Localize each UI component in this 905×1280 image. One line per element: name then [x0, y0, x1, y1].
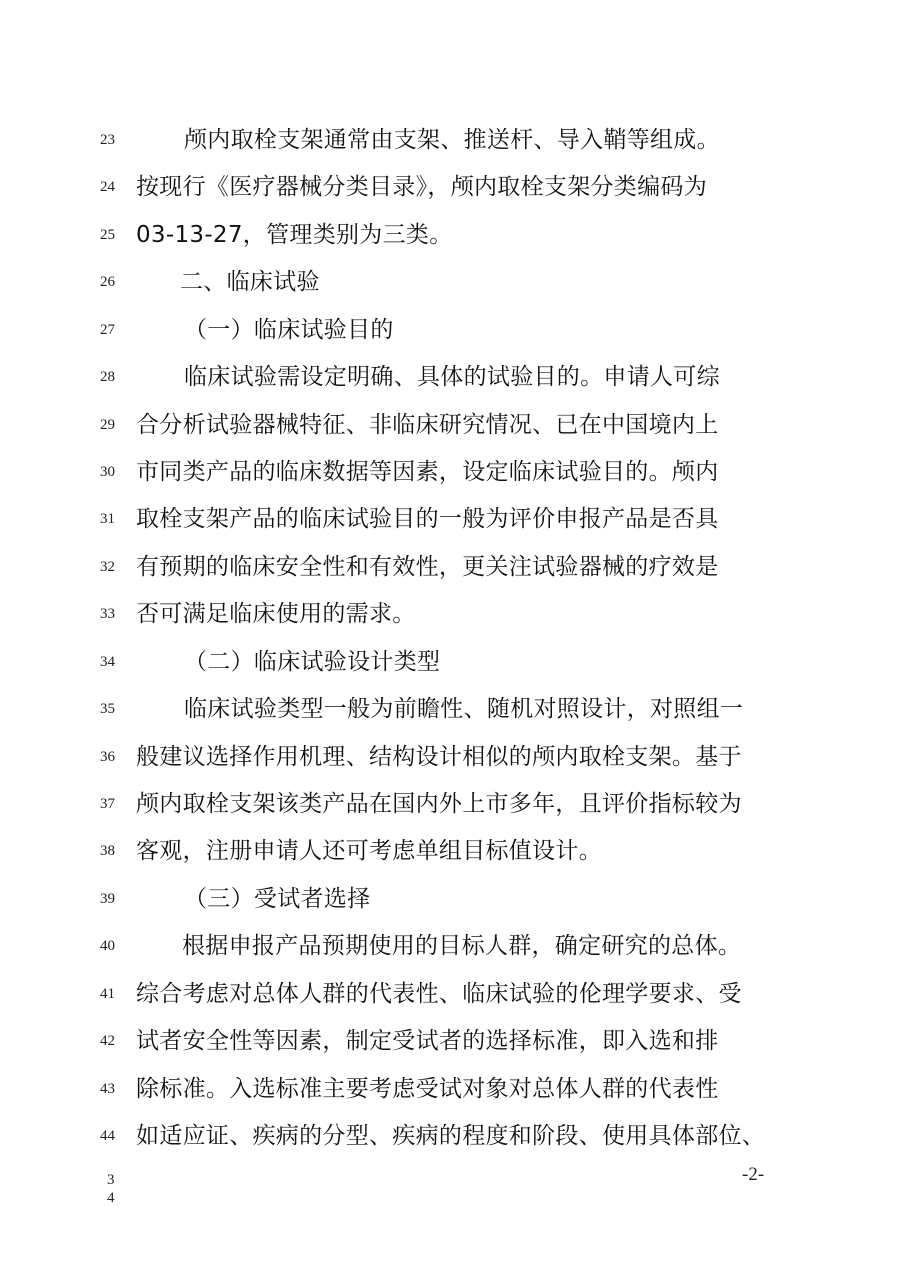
line-text: （一）临床试验目的: [184, 316, 394, 343]
text-line: [0, 547, 905, 587]
line-text: 二、临床试验: [180, 269, 320, 296]
text-line: [0, 1116, 905, 1156]
line-number: 32: [100, 558, 115, 575]
line-number: 38: [100, 843, 115, 860]
text-line: [0, 926, 905, 966]
line-number: 23: [100, 132, 115, 148]
page-number: -2-: [742, 1164, 765, 1185]
line-text: 客观，注册申请人还可考虑单组目标值设计。: [136, 838, 602, 865]
line-number: 26: [100, 274, 115, 291]
text-line: [0, 737, 905, 777]
line-number: 40: [100, 938, 115, 955]
text-line: [0, 974, 905, 1014]
line-number: 28: [100, 369, 115, 386]
line-number: 30: [100, 464, 115, 480]
text-line: [0, 642, 905, 682]
text-line: [0, 167, 905, 207]
line-number: 35: [100, 701, 115, 718]
line-number: 31: [100, 511, 115, 528]
line-text: 临床试验需设定明确、具体的试验目的。申请人可综: [184, 364, 720, 391]
text-line: [0, 689, 905, 729]
line-text: 按现行《医疗器械分类目录》，颅内取栓支架分类编码为: [136, 174, 707, 201]
text-line: [0, 499, 905, 539]
text-line: [0, 1069, 905, 1109]
text-line: [0, 831, 905, 871]
line-number: 27: [100, 321, 115, 338]
text-line: [0, 452, 905, 492]
line-text: 否可满足临床使用的需求。: [136, 601, 416, 628]
line-text: 除标准。入选标准主要考虑受试对象对总体人群的代表性: [136, 1075, 719, 1102]
line-text: 有预期的临床安全性和有效性，更关注试验器械的疗效是: [136, 553, 719, 580]
line-number: 39: [100, 890, 115, 907]
line-text: 市同类产品的临床数据等因素，设定临床试验目的。颅内: [136, 459, 719, 485]
line-text: 临床试验类型一般为前瞻性、随机对照设计，对照组一: [184, 696, 744, 723]
line-text: 般建议选择作用机理、结构设计相似的颅内取栓支架。基于: [136, 743, 742, 770]
line-number: 36: [100, 748, 115, 765]
line-text: 03-13-27，管理类别为三类。: [136, 221, 453, 248]
text-line: [0, 405, 905, 445]
line-number: 24: [100, 179, 115, 196]
line-number: 34: [100, 653, 115, 670]
line-number: 29: [100, 416, 115, 433]
line-number: 33: [100, 606, 115, 623]
corner-mark-top: 3: [107, 1172, 115, 1188]
text-line: [0, 310, 905, 350]
text-line: [0, 120, 905, 160]
line-text: 取栓支架产品的临床试验目的一般为评价申报产品是否具: [136, 506, 719, 533]
line-number: 41: [100, 985, 115, 1002]
line-text: 根据申报产品预期使用的目标人群，确定研究的总体。: [182, 933, 742, 960]
text-line: [0, 594, 905, 634]
line-text: （二）临床试验设计类型: [184, 648, 441, 675]
text-line: [0, 1021, 905, 1061]
text-line: [0, 879, 905, 919]
line-number: 37: [100, 796, 115, 813]
line-text: 合分析试验器械特征、非临床研究情况、已在中国境内上: [136, 411, 719, 438]
corner-mark-bottom: 4: [107, 1190, 115, 1206]
line-number: 25: [100, 226, 115, 243]
text-line: [0, 784, 905, 824]
line-text: 试者安全性等因素，制定受试者的选择标准，即入选和排: [136, 1028, 719, 1055]
line-number: 44: [100, 1128, 115, 1145]
line-number: 43: [100, 1080, 115, 1097]
line-text: 颅内取栓支架该类产品在国内外上市多年，且评价指标较为: [136, 791, 742, 818]
line-number: 42: [100, 1033, 115, 1050]
line-text: 颅内取栓支架通常由支架、推送杆、导入鞘等组成。: [184, 127, 720, 153]
text-line: [0, 215, 905, 255]
line-text: 综合考虑对总体人群的代表性、临床试验的伦理学要求、受: [136, 980, 742, 1007]
line-text: （三）受试者选择: [184, 885, 371, 912]
text-line: [0, 262, 905, 302]
line-text: 如适应证、疾病的分型、疾病的程度和阶段、使用具体部位、: [136, 1123, 766, 1150]
text-line: [0, 357, 905, 397]
